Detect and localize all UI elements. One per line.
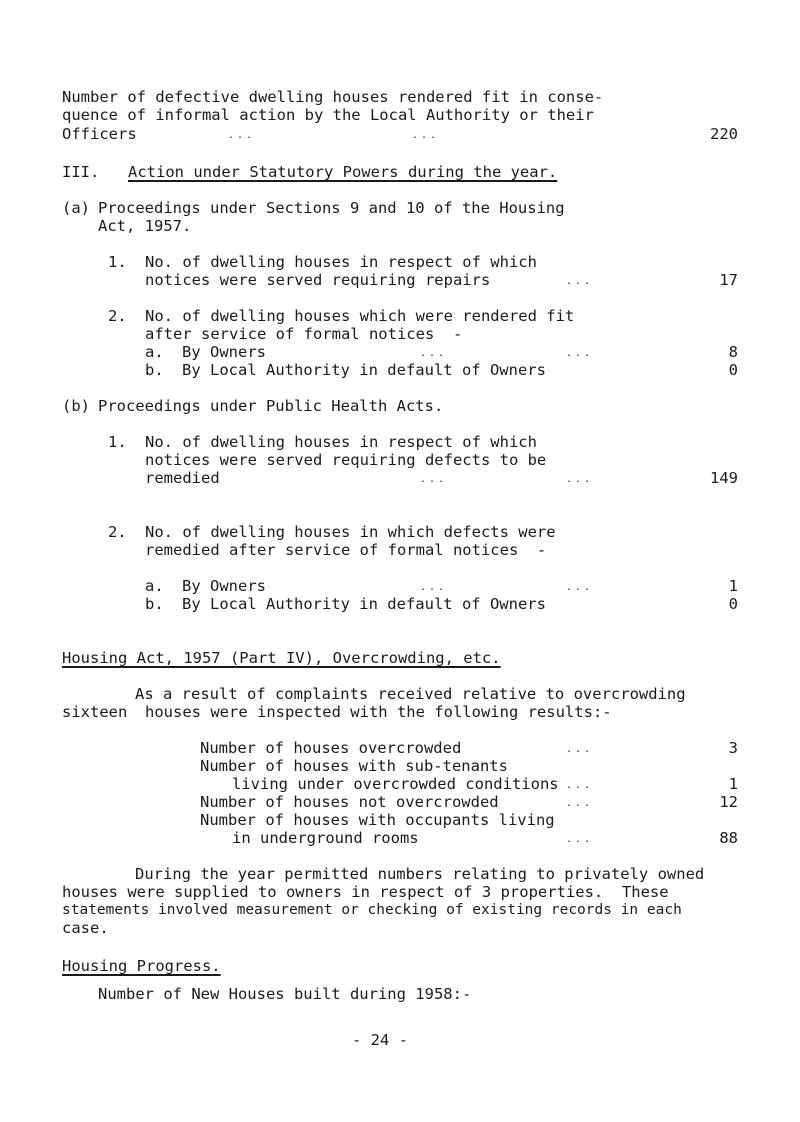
part-b-item1-dots-1: ... <box>420 474 448 485</box>
intro-dots-1: ... <box>228 130 256 141</box>
intro-line-3: Officers <box>62 125 137 143</box>
overcrowding-row1-text: Number of houses overcrowded <box>200 739 462 757</box>
part-a-sub-a-dots-1: ... <box>420 348 448 359</box>
overcrowding-row4-dots: ... <box>566 834 594 845</box>
overcrowding-row3-value: 12 <box>719 793 738 811</box>
intro-line-2: quence of informal action by the Local Authority or their <box>62 106 594 124</box>
overcrowding-para-line-2a: sixteen <box>62 703 128 721</box>
part-b-sub-b-value: 0 <box>728 595 738 613</box>
overcrowding-para-line-1: As a result of complaints received relative to overcrowding <box>135 685 686 703</box>
part-a-sub-a-text: By Owners <box>182 343 266 361</box>
part-b-sub-a-label: a. <box>145 577 164 595</box>
part-a-sub-a-label: a. <box>145 343 164 361</box>
progress-line: Number of New Houses built during 1958:- <box>98 985 472 1003</box>
intro-line-1: Number of defective dwelling houses rendered fit in conse- <box>62 88 604 106</box>
overcrowding-row3-text: Number of houses not overcrowded <box>200 793 499 811</box>
part-a-item2-line2: after service of formal notices - <box>145 325 463 343</box>
progress-heading: Housing Progress. <box>62 957 221 975</box>
permitted-para-line-2: houses were supplied to owners in respect of 3 properties. These <box>62 883 669 901</box>
part-a-sub-a-dots-2: ... <box>566 348 594 359</box>
section-heading: Action under Statutory Powers during the year. <box>128 163 558 181</box>
part-b-item1-num: 1. <box>108 433 127 451</box>
part-b-item2-line2: remedied after service of formal notices - <box>145 541 547 559</box>
part-a-sub-b-text: By Local Authority in default of Owners <box>182 361 546 379</box>
overcrowding-row4-line1: Number of houses with occupants living <box>200 811 555 829</box>
part-b-sub-a-text: By Owners <box>182 577 266 595</box>
part-a-item1-line2: notices were served requiring repairs <box>145 271 491 289</box>
permitted-para-line-4: case. <box>62 919 109 937</box>
overcrowding-row4-line2: in underground rooms <box>232 829 419 847</box>
overcrowding-row4-value: 88 <box>719 829 738 847</box>
overcrowding-row2-line2: living under overcrowded conditions <box>232 775 559 793</box>
part-a-sub-b-value: 0 <box>728 361 738 379</box>
part-b-item2-num: 2. <box>108 523 127 541</box>
part-a-marker: (a) <box>62 199 90 217</box>
part-b-sub-b-label: b. <box>145 595 164 613</box>
part-b-title: Proceedings under Public Health Acts. <box>98 397 444 415</box>
part-b-item1-line3: remedied <box>145 469 220 487</box>
intro-value: 220 <box>710 125 738 143</box>
intro-dots-2: ... <box>412 130 440 141</box>
part-a-item2-num: 2. <box>108 307 127 325</box>
page-number: - 24 - <box>352 1031 408 1049</box>
part-a-item1-line1: No. of dwelling houses in respect of which <box>145 253 537 271</box>
overcrowding-heading: Housing Act, 1957 (Part IV), Overcrowding, etc. <box>62 649 501 667</box>
overcrowding-para-line-2b: houses were inspected with the following results:- <box>145 703 612 721</box>
part-a-item1-num: 1. <box>108 253 127 271</box>
part-a-sub-b-label: b. <box>145 361 164 379</box>
part-b-sub-a-dots-2: ... <box>566 582 594 593</box>
part-a-title-1: Proceedings under Sections 9 and 10 of the Housing <box>98 199 565 217</box>
part-b-item1-value: 149 <box>710 469 738 487</box>
part-a-item2-line1: No. of dwelling houses which were rendered fit <box>145 307 575 325</box>
permitted-para-line-3: statements involved measurement or checking of existing records in each <box>62 902 682 918</box>
section-numeral: III. <box>62 163 100 181</box>
part-a-sub-a-value: 8 <box>728 343 738 361</box>
overcrowding-row3-dots: ... <box>566 798 594 809</box>
part-b-item1-line2: notices were served requiring defects to be <box>145 451 547 469</box>
permitted-para-line-1: During the year permitted numbers relating to privately owned <box>135 865 705 883</box>
part-a-item1-dots: ... <box>566 276 594 287</box>
part-b-sub-b-text: By Local Authority in default of Owners <box>182 595 546 613</box>
part-b-sub-a-dots-1: ... <box>420 582 448 593</box>
part-b-item1-line1: No. of dwelling houses in respect of which <box>145 433 537 451</box>
overcrowding-row2-value: 1 <box>728 775 738 793</box>
part-b-sub-a-value: 1 <box>728 577 738 595</box>
part-a-item1-value: 17 <box>719 271 738 289</box>
overcrowding-row2-line1: Number of houses with sub-tenants <box>200 757 508 775</box>
part-a-title-2: Act, 1957. <box>98 217 192 235</box>
part-b-marker: (b) <box>62 397 90 415</box>
part-b-item2-line1: No. of dwelling houses in which defects were <box>145 523 556 541</box>
overcrowding-row1-dots: ... <box>566 744 594 755</box>
overcrowding-row1-value: 3 <box>728 739 738 757</box>
part-b-item1-dots-2: ... <box>566 474 594 485</box>
overcrowding-row2-dots: ... <box>566 780 594 791</box>
